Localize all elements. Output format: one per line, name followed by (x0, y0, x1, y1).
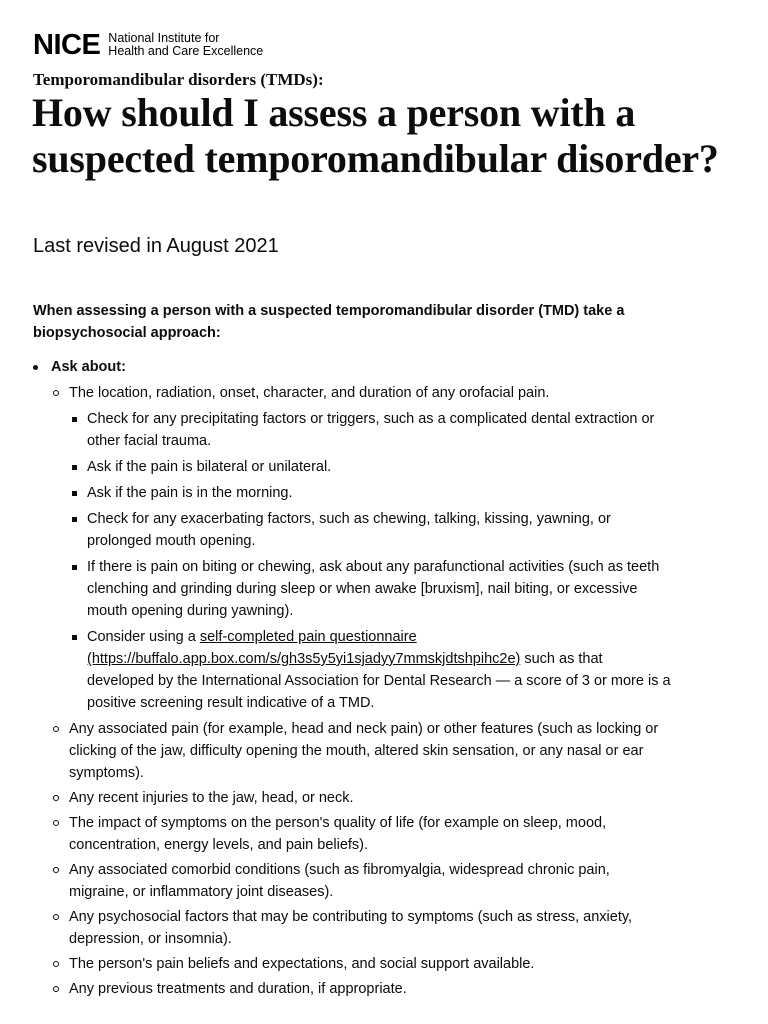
pain-details-sublist (69, 408, 673, 714)
list-item-text: Any recent injuries to the jaw, head, or neck. (69, 790, 354, 806)
list-item-text: The person's pain beliefs and expectations, and social support available. (69, 956, 535, 972)
bullet-square (72, 465, 77, 470)
bullet-square (72, 517, 77, 522)
list-item-text: The location, radiation, onset, character, and duration of any orofacial pain. (69, 385, 550, 401)
nice-logo[interactable] (33, 30, 263, 60)
list-item (69, 626, 673, 714)
logo-line-1: National Institute for (108, 31, 220, 45)
ask-about-item (33, 356, 673, 1000)
list-item-text: Check for any exacerbating factors, such as chewing, talking, kissing, yawning, or prolonged mouth opening. (87, 511, 611, 549)
bullet-circle (53, 390, 59, 396)
list-item-text: Any associated pain (for example, head and neck pain) or other features (such as locking or clicking of the jaw, difficulty opening the mouth, altered skin sensation, or any nasal or ear symptoms). (69, 721, 659, 781)
list-item-text: Any previous treatments and duration, if appropriate. (69, 981, 407, 997)
list-item-text: Any psychosocial factors that may be contributing to symptoms (such as stress, anxiety, depression, or insomnia). (69, 909, 633, 947)
list-item-text: The impact of symptoms on the person's quality of life (for example on sleep, mood, concentration, energy levels, and pain beliefs). (69, 815, 607, 853)
logo-line-2: Health and Care Excellence (108, 44, 264, 58)
topic-kicker: Temporomandibular disorders (TMDs): (33, 70, 324, 89)
assessment-list (33, 356, 673, 1003)
list-item (69, 508, 673, 552)
bullet-square (72, 635, 77, 640)
bullet-square (72, 565, 77, 570)
list-item (51, 382, 673, 714)
bullet-circle (53, 986, 59, 992)
list-item (69, 482, 673, 504)
list-item-text: Ask if the pain is bilateral or unilateral. (87, 459, 332, 475)
questionnaire-suffix: such as that developed by the International Association for Dental Research — a score of 3 or more is a positive screening result indicative of a TMD. (87, 651, 671, 711)
pain-questionnaire-link[interactable]: self-completed pain questionnaire (https://buffalo.app.box.com/s/gh3s5y5yi1sjadyy7mmskjdtshpihc2e) (87, 629, 521, 667)
ask-about-label: Ask about: (51, 359, 126, 375)
bullet-circle (53, 726, 59, 732)
bullet-square (72, 417, 77, 422)
list-item-text: Any associated comorbid conditions (such as fibromyalgia, widespread chronic pain, migraine, or inflammatory joint diseases). (69, 862, 610, 900)
questionnaire-prefix: Consider using a (87, 629, 200, 645)
list-item (51, 859, 673, 903)
list-item (51, 906, 673, 950)
logo-mark: NICE (33, 29, 101, 61)
ask-about-sublist (51, 382, 673, 1000)
bullet-circle (53, 820, 59, 826)
list-item (51, 812, 673, 856)
list-item-text: Check for any precipitating factors or triggers, such as a complicated dental extraction or other facial trauma. (87, 411, 655, 449)
list-item (69, 456, 673, 478)
bullet-circle (53, 867, 59, 873)
list-item (51, 978, 673, 1000)
bullet-circle (53, 795, 59, 801)
list-item (69, 408, 673, 452)
list-item (51, 953, 673, 975)
bullet-circle (53, 914, 59, 920)
list-item-text: If there is pain on biting or chewing, ask about any parafunctional activities (such as teeth clenching and grinding during sleep or when awake [bruxism], nail biting, or excessive mouth opening during yawning). (87, 559, 660, 619)
bullet-square (72, 491, 77, 496)
list-item (51, 787, 673, 809)
bullet-disc (33, 365, 38, 370)
list-item (69, 556, 673, 622)
list-item (51, 718, 673, 784)
list-item-text: Ask if the pain is in the morning. (87, 485, 293, 501)
last-revised: Last revised in August 2021 (33, 235, 279, 257)
page-title: How should I assess a person with a suspected temporomandibular disorder? (32, 90, 719, 181)
logo-text (108, 32, 263, 58)
intro-paragraph: When assessing a person with a suspected temporomandibular disorder (TMD) take a biopsychosocial approach: (33, 303, 625, 341)
bullet-circle (53, 961, 59, 967)
